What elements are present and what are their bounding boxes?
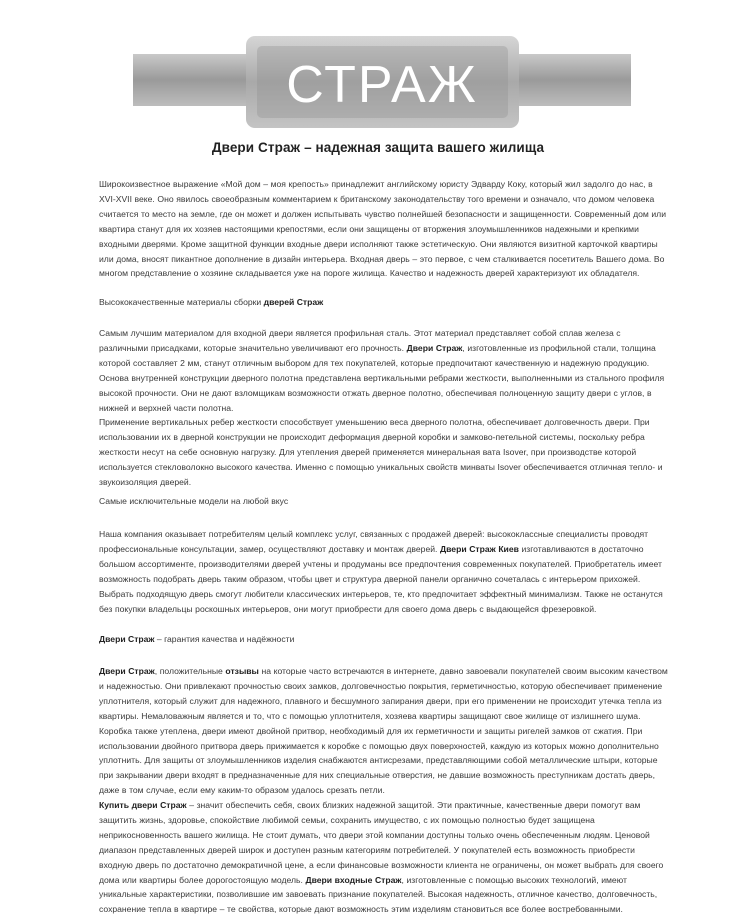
section3-paragraph-2: Купить двери Страж – значит обеспечить себя, своих близких надежной защитой. Эти практичные, качественные двери помогут вам защитить жизнь, здоровье, спокойствие любимой семьи, сохранить имущество, с их помощью полностью будет защищена неприкосновенность вашего жилища. Не стоит думать, что двери этой компании доступны только очень обеспеченным людям. Ценовой диапазон представленных дверей широк и доступен разным категориям потребителей. У покупателей есть возможность приобрести входную дверь по достаточно демократичной цене, а если финансовые возможности клиента не ограничены, он может выбрать для своего дома или квартиры более дорогостоящую модель. Двери входные Страж, изготовленные с помощью высоких технологий, имеют уникальные характеристики, позволившие им завоевать признание покупателей. Высокая надежность, отличное качество, долговечность, сохранение тепла в квартире – те свойства, которые дают возможность этим изделиям становиться все более востребованными. xyxy=(99,800,664,915)
page-title: Двери Страж – надежная защита вашего жилища xyxy=(211,140,545,155)
logo-text: СТРАЖ xyxy=(286,56,478,114)
section1-paragraph-2: Применение вертикальных ребер жесткости способствует уменьшению веса дверного полотна, обеспечивает долговечность двери. При использовании их в дверной конструкции не происходит деформация дверной коробки и замково-петельной системы, поскольку ребра жесткости несут на себе основную нагрузку. Для утепления дверей применяется минеральная вата Isover, при производстве которой используется стекловолокно высокого качества. Именно с помощью уникальных свойств минваты Isover обеспечивается отличная тепло- и звукоизоляция дверей. xyxy=(99,417,663,487)
section2-heading: Самые исключительные модели на любой вкус xyxy=(99,496,289,506)
intro-paragraph: Широкоизвестное выражение «Мой дом – моя крепость» принадлежит английскому юристу Эдварду Коку, который жил задолго до нас, в XVI-XVII веке. Оно явилось своеобразным комментарием к британскому законодательству того времени и означало, что домом человека считается то место на земле, где он может и должен испытывать чувство полнейшей безопасности и защищенности. Современный дом или квартира станут для их хозяев настоящими крепостями, если они защищены от вторжения злоумышленников надежными и крепкими входными дверями. Кроме защитной функции входные двери исполняют также эстетическую. Они являются визитной карточкой квартиры или дома, вносят пикантное дополнение в дизайн интерьера. Входная дверь – это первое, с чем сталкивается посетитель Вашего дома. Во многом представление о хозяине складывается уже на пороге жилища. Качество и надежность дверей характеризуют их обладателя. xyxy=(99,179,666,279)
section2-paragraph: Наша компания оказывает потребителям целый комплекс услуг, связанных с продажей дверей: высококлассные специалисты проводят профессиональные консультации, замер, осуществляют доставку и монтаж дверей. Двери Страж Киев изготавливаются в достаточно большом ассортименте, производителями дверей учтены и продуманы все предпочтения современных покупателей. Приобретатель имеет возможность подобрать дверь таким образом, чтобы цвет и структура дверной панели органично сочеталась с интерьером прихожей. Выбрать подходящую дверь смогут любители классических интерьеров, те, кто предпочитает эффектный минимализм. Также не останутся без покупки владельцы роскошных интерьеров, они могут приобрести для своего дома дверь с выдающейся фрезеровкой. xyxy=(99,529,663,614)
section1-heading: Высококачественные материалы сборки дверей Страж xyxy=(99,297,324,307)
strazh-logo xyxy=(133,36,631,128)
section1-paragraph-1: Самым лучшим материалом для входной двери является профильная сталь. Этот материал представляет собой сплав железа с различными присадками, которые значительно увеличивают его прочность. Двери Страж, изготовленные из профильной стали, толщина которой составляет 2 мм, станут отличным выбором для тех покупателей, которые предпочитают качественную и надежную продукцию. Основа внутренней конструкции дверного полотна представлена вертикальными ребрами жесткости, выполненными из стального профиля высокой прочности. Они не дают взломщикам возможности отжать дверное полотно, обеспечивая полноценную защиту двери с углов, в нижней и верхней части полотна. xyxy=(99,328,665,413)
section3-heading: Двери Страж – гарантия качества и надёжности xyxy=(99,634,295,644)
section3-paragraph-1: Двери Страж, положительные отзывы на которые часто встречаются в интернете, давно завоевали покупателей своим высоким качеством и надежностью. Они привлекают прочностью своих замков, долговечностью покрытия, герметичностью, которую обеспечивает применение уплотнителя, который служит для надежного, плавного и бесшумного запирания двери, при его применении не происходит утечка тепла из квартиры. Немаловажным является и то, что с помощью уплотнителя, хозяева квартиры защищают свое жилище от излишнего шума. Коробка также утеплена, двери имеют двойной притвор, необходимый для их герметичности и защиты ригелей замков от сжатия. При использовании двойного притвора дверь прижимается к коробке с помощью двух поверхностей, каждую из которых можно дополнительно уплотнить. Для защиты от злоумышленников изделия снабжаются антисрезами, представляющими собой металлические штыри, которые при закрывании двери входят в предназначенные для них специальные отверстия, не давшие возможность преступникам достать дверь, даже в том случае, если ему каким-то образом удалось срезать петли. xyxy=(99,666,668,796)
